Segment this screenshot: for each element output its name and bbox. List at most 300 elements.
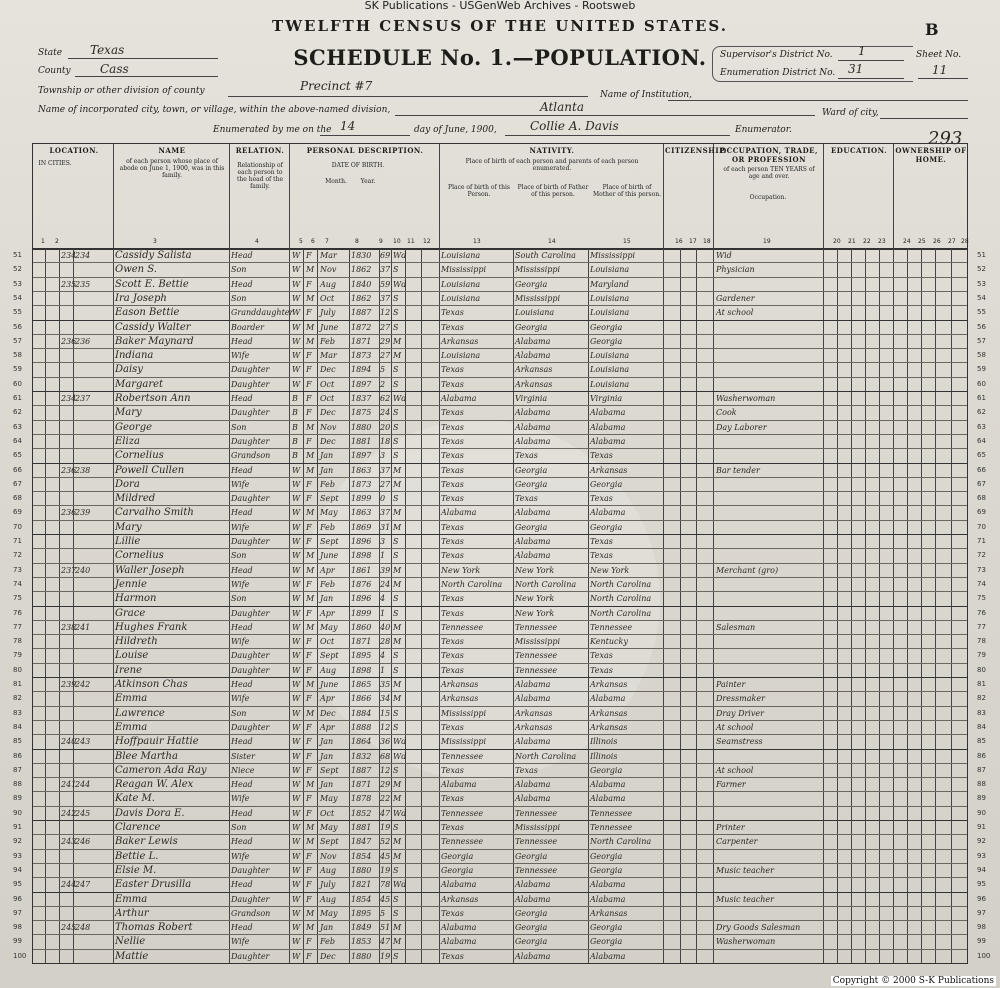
cell-month: May: [320, 622, 338, 632]
cell-year: 1863: [351, 508, 372, 518]
row-number-right: 74: [977, 579, 986, 588]
row-number-right: 98: [977, 923, 986, 932]
cell-sex: F: [306, 279, 312, 289]
row-number-right: 79: [977, 651, 986, 660]
cell-sex: M: [306, 680, 315, 689]
cell-birth: Texas: [441, 308, 464, 318]
cell-month: Oct: [320, 379, 335, 389]
cell-father: Georgia: [515, 522, 548, 532]
row-number-right: 60: [977, 379, 986, 388]
cell-dwelling: 234: [61, 251, 77, 260]
row-number-left: 96: [13, 894, 22, 903]
cell-year: 1871: [351, 780, 372, 790]
cell-status: S: [393, 651, 399, 661]
cell-age: 29: [380, 780, 391, 790]
cell-mother: Alabama: [590, 408, 626, 418]
row-number-right: 71: [977, 537, 986, 545]
cell-birth: Texas: [441, 322, 464, 332]
col-sep: [713, 144, 714, 249]
cell-status: S: [393, 594, 399, 604]
cell-dwelling: 243: [61, 837, 77, 847]
row-number-left: 75: [13, 594, 22, 603]
cell-name: Cassidy Salista: [115, 250, 192, 261]
cell-month: Sept: [320, 494, 339, 504]
cell-status: Wd: [393, 279, 407, 289]
cell-mother: Alabama: [590, 422, 626, 432]
cell-occupation: Music teacher: [716, 894, 774, 904]
cell-father: Tennessee: [515, 665, 558, 675]
row-number-right: 85: [977, 737, 986, 746]
row-number-left: 94: [13, 865, 22, 874]
cell-sex: F: [306, 494, 312, 504]
cell-year: 1881: [351, 436, 372, 446]
cell-birth: Tennessee: [441, 622, 484, 632]
cell-birth: Mississippi: [441, 737, 487, 747]
cell-name: Owen S.: [115, 264, 157, 276]
cell-year: 1871: [351, 336, 372, 346]
cell-year: 1854: [351, 894, 372, 904]
row-number-right: 86: [977, 751, 986, 760]
cell-birth: Texas: [441, 765, 464, 775]
cell-mother: Texas: [590, 551, 613, 561]
cell-age: 47: [380, 808, 391, 818]
row-number-right: 67: [977, 479, 986, 488]
cell-relation: Head: [231, 394, 253, 403]
row-number-left: 71: [13, 537, 22, 545]
row-number-right: 92: [977, 837, 986, 846]
cell-status: M: [393, 565, 402, 575]
cell-mother: Georgia: [590, 336, 623, 346]
cell-sex: F: [306, 865, 312, 875]
cell-status: M: [393, 479, 402, 489]
row-rule: [33, 677, 967, 678]
cell-sex: F: [306, 737, 312, 747]
row-number-left: 60: [13, 379, 22, 388]
row-number-right: 80: [977, 665, 986, 674]
cell-father: Alabama: [515, 336, 551, 346]
cell-month: Feb: [320, 937, 335, 947]
cell-mother: North Carolina: [590, 594, 652, 604]
cell-color: W: [292, 322, 301, 332]
cell-birth: Louisiana: [441, 279, 481, 289]
cell-relation: Wife: [231, 937, 250, 947]
cell-sex: F: [306, 665, 312, 675]
column-number: 27: [948, 238, 956, 245]
row-number-left: 76: [13, 608, 22, 617]
cell-status: Wd: [393, 251, 407, 260]
row-number-left: 83: [13, 708, 22, 717]
state-label: State: [38, 48, 63, 58]
cell-year: 1847: [351, 837, 372, 847]
cell-status: S: [393, 379, 399, 389]
row-rule: [33, 634, 967, 635]
row-number-right: 51: [977, 251, 986, 259]
cell-age: 69: [380, 251, 391, 260]
cell-year: 1865: [351, 680, 372, 689]
cell-month: May: [320, 908, 338, 918]
row-number-right: 58: [977, 351, 986, 360]
cell-family: 240: [75, 565, 91, 575]
row-rule: [33, 820, 967, 821]
row-number-left: 97: [13, 908, 22, 917]
cell-dwelling: 236: [61, 465, 77, 475]
cell-month: Apr: [320, 608, 335, 618]
row-rule: [33, 320, 967, 321]
cell-father: Alabama: [515, 794, 551, 804]
cell-mother: Louisiana: [590, 351, 630, 361]
row-number-right: 97: [977, 908, 986, 917]
ward-label: Ward of city,: [822, 108, 879, 118]
cell-status: Wd: [393, 880, 407, 890]
row-number-left: 88: [13, 780, 22, 789]
cell-year: 1873: [351, 351, 372, 361]
cell-month: Aug: [320, 665, 337, 675]
cell-age: 24: [380, 579, 391, 589]
cell-father: Mississippi: [515, 293, 561, 303]
cell-color: W: [292, 279, 301, 289]
row-number-left: 92: [13, 837, 22, 846]
cell-name: Emma: [115, 893, 148, 905]
cell-month: June: [320, 322, 339, 332]
cell-sex: F: [306, 894, 312, 904]
cell-name: Emma: [115, 693, 148, 705]
cell-sex: F: [306, 308, 312, 318]
row-number-right: 90: [977, 808, 986, 817]
cell-father: Louisiana: [515, 308, 555, 318]
cell-birth: Arkansas: [441, 336, 479, 346]
row-number-right: 87: [977, 765, 986, 774]
cell-relation: Head: [231, 737, 253, 747]
cell-dwelling: 241: [61, 780, 77, 790]
cell-color: B: [292, 451, 298, 461]
cell-age: 2: [380, 379, 386, 389]
cell-sex: M: [306, 908, 315, 918]
cell-age: 31: [380, 522, 391, 532]
cell-birth: New York: [441, 565, 481, 575]
cell-age: 37: [380, 293, 391, 303]
cell-year: 1821: [351, 880, 372, 890]
cell-family: 243: [75, 737, 91, 747]
cell-sex: F: [306, 522, 312, 532]
cell-family: 235: [75, 279, 91, 289]
cell-relation: Daughter: [231, 665, 270, 675]
cell-mother: Louisiana: [590, 293, 630, 303]
cell-name: Hoffpauir Hattie: [115, 736, 199, 748]
row-number-right: 77: [977, 622, 986, 631]
cell-color: W: [292, 680, 301, 689]
cell-family: 238: [75, 465, 91, 475]
cell-year: 1880: [351, 422, 372, 432]
cell-relation: Head: [231, 780, 253, 790]
enumerator-line: [505, 135, 730, 136]
cell-father: North Carolina: [515, 579, 577, 589]
cell-month: Aug: [320, 279, 337, 289]
row-rule: [33, 949, 967, 950]
year-heading: Year.: [360, 178, 376, 185]
cell-year: 1830: [351, 251, 372, 260]
cell-year: 1888: [351, 722, 372, 732]
row-rule: [33, 534, 967, 535]
cell-month: Mar: [320, 351, 337, 361]
county-line: [75, 76, 218, 77]
row-number-right: 84: [977, 722, 986, 731]
cell-year: 1862: [351, 293, 372, 303]
cell-occupation: Dray Driver: [716, 708, 764, 718]
cell-mother: Louisiana: [590, 308, 630, 318]
cell-month: Nov: [320, 265, 337, 275]
cell-year: 1871: [351, 637, 372, 647]
cell-month: Apr: [320, 722, 335, 732]
row-number-left: 87: [13, 765, 22, 774]
cell-relation: Daughter: [231, 365, 270, 375]
cell-year: 1860: [351, 622, 372, 632]
row-number-left: 89: [13, 794, 22, 803]
township-label: Township or other division of county: [38, 86, 205, 96]
cell-month: Aug: [320, 894, 337, 904]
cell-birth: Texas: [441, 494, 464, 504]
cell-age: 34: [380, 694, 391, 704]
cell-name: Margaret: [115, 378, 164, 390]
row-number-left: 65: [13, 451, 22, 460]
cell-occupation: Dressmaker: [716, 694, 765, 704]
row-rule: [33, 520, 967, 521]
sheet-value: 11: [932, 63, 948, 77]
sheet-label: Sheet No.: [916, 50, 962, 60]
cell-name: Nellie: [115, 936, 146, 948]
cell-birth: Alabama: [441, 937, 477, 947]
cell-month: Jan: [320, 923, 334, 933]
cell-dwelling: 242: [61, 808, 77, 818]
cell-sex: M: [306, 565, 315, 575]
cell-sex: F: [306, 765, 312, 775]
enumerator-label: Enumerator.: [735, 125, 792, 135]
cell-relation: Son: [231, 823, 247, 832]
cell-birth: Texas: [441, 794, 464, 804]
row-number-left: 81: [13, 680, 22, 688]
cell-birth: Texas: [441, 594, 464, 604]
row-rule: [33, 849, 967, 850]
cell-age: 40: [380, 622, 391, 632]
cell-dwelling: 235: [61, 279, 77, 289]
township-value: Precinct #7: [300, 79, 373, 93]
cell-name: Clarence: [115, 822, 161, 833]
cell-age: 27: [380, 351, 391, 361]
cell-year: 1897: [351, 379, 372, 389]
cell-father: Texas: [515, 494, 538, 504]
column-number: 21: [848, 238, 856, 245]
cell-color: B: [292, 436, 298, 446]
row-rule: [33, 563, 967, 564]
cell-name: Davis Dora E.: [115, 807, 185, 819]
cell-name: Louise: [115, 650, 149, 662]
cell-relation: Son: [231, 551, 247, 561]
cell-father: New York: [515, 608, 555, 618]
cell-relation: Son: [231, 594, 247, 604]
cell-age: 24: [380, 408, 391, 418]
cell-age: 22: [380, 794, 391, 804]
cell-name: Powell Cullen: [115, 464, 185, 476]
cell-mother: Louisiana: [590, 265, 630, 275]
cell-name: Hildreth: [115, 636, 158, 648]
cell-birth: Texas: [441, 722, 464, 732]
cell-age: 37: [380, 265, 391, 275]
cell-sex: M: [306, 837, 315, 847]
cell-year: 1894: [351, 365, 372, 375]
cell-birth: Arkansas: [441, 894, 479, 904]
row-number-left: 98: [13, 923, 22, 932]
column-number: 26: [933, 238, 941, 245]
cell-status: S: [393, 722, 399, 732]
cell-name: Easter Drusilla: [115, 879, 192, 891]
cell-birth: Texas: [441, 951, 464, 961]
cell-month: Oct: [320, 808, 335, 818]
cell-birth: Arkansas: [441, 680, 479, 689]
cell-color: W: [292, 365, 301, 375]
cell-month: July: [320, 880, 336, 890]
cell-relation: Head: [231, 880, 253, 890]
cell-mother: Arkansas: [590, 680, 628, 689]
cell-mother: Georgia: [590, 937, 623, 947]
cell-dwelling: 236: [61, 336, 77, 346]
row-number-right: 81: [977, 680, 986, 688]
cell-age: 4: [380, 651, 386, 661]
cell-mother: Alabama: [590, 780, 626, 790]
cell-age: 5: [380, 365, 386, 375]
cell-birth: Arkansas: [441, 694, 479, 704]
column-number: 17: [689, 238, 697, 245]
cell-father: Virginia: [515, 394, 548, 403]
cell-month: Dec: [320, 408, 336, 418]
cell-occupation: Physician: [716, 265, 755, 275]
cell-color: W: [292, 851, 301, 861]
cell-status: S: [393, 537, 399, 546]
cell-year: 1869: [351, 522, 372, 532]
cell-age: 0: [380, 494, 386, 504]
cell-color: W: [292, 251, 301, 260]
cell-age: 3: [380, 537, 386, 546]
cell-name: Arthur: [115, 907, 149, 919]
cell-father: Georgia: [515, 908, 548, 918]
cell-occupation: Printer: [716, 823, 745, 832]
cell-status: Wd: [393, 394, 407, 403]
cell-color: W: [292, 265, 301, 275]
cell-father: Alabama: [515, 408, 551, 418]
cell-year: 1898: [351, 551, 372, 561]
cell-dwelling: 236: [61, 508, 77, 518]
cell-sex: F: [306, 808, 312, 818]
cell-color: W: [292, 780, 301, 790]
cell-age: 15: [380, 708, 391, 718]
cell-father: New York: [515, 565, 555, 575]
row-number-right: 76: [977, 608, 986, 617]
cell-month: July: [320, 308, 336, 318]
copyright-notice: Copyright © 2000 S-K Publications: [832, 976, 994, 986]
cell-sex: M: [306, 451, 315, 461]
row-rule: [33, 791, 967, 792]
cell-year: 1832: [351, 751, 372, 761]
cell-month: Dec: [320, 436, 336, 446]
cell-relation: Head: [231, 279, 253, 289]
row-number-left: 79: [13, 651, 22, 660]
cell-color: W: [292, 293, 301, 303]
cell-birth: Louisiana: [441, 293, 481, 303]
cell-mother: Tennessee: [590, 622, 633, 632]
cell-year: 1884: [351, 708, 372, 718]
cell-mother: Alabama: [590, 880, 626, 890]
row-number-right: 68: [977, 494, 986, 503]
cell-status: M: [393, 351, 402, 361]
cell-name: Baker Maynard: [115, 335, 194, 347]
row-number-right: 91: [977, 823, 986, 831]
cell-status: S: [393, 408, 399, 418]
cell-name: Jennie: [115, 578, 147, 590]
row-number-left: 55: [13, 308, 22, 317]
row-number-right: 52: [977, 265, 986, 274]
cell-mother: Alabama: [590, 894, 626, 904]
cell-birth: Texas: [441, 637, 464, 647]
column-number: 23: [878, 238, 886, 245]
cell-family: 239: [75, 508, 91, 518]
cell-relation: Head: [231, 251, 253, 260]
row-number-right: 78: [977, 637, 986, 646]
cell-relation: Wife: [231, 637, 250, 647]
cell-color: W: [292, 908, 301, 918]
cell-year: 1897: [351, 451, 372, 461]
row-number-right: 65: [977, 451, 986, 460]
row-number-right: 55: [977, 308, 986, 317]
cell-status: S: [393, 265, 399, 275]
cell-age: 19: [380, 865, 391, 875]
cell-status: M: [393, 579, 402, 589]
cell-month: May: [320, 508, 338, 518]
cell-relation: Head: [231, 622, 253, 632]
cell-name: Cornelius: [115, 550, 164, 562]
cell-month: Oct: [320, 637, 335, 647]
cell-age: 36: [380, 737, 391, 747]
cell-year: 1863: [351, 465, 372, 475]
cell-mother: Louisiana: [590, 365, 630, 375]
row-rule: [33, 777, 967, 778]
cell-birth: Texas: [441, 651, 464, 661]
cell-color: W: [292, 823, 301, 832]
relation-description: Relationship of each person to the head of the family.: [236, 162, 284, 190]
cell-year: 1840: [351, 279, 372, 289]
cell-color: W: [292, 637, 301, 647]
cell-relation: Daughter: [231, 436, 270, 446]
cell-name: Dora: [115, 478, 140, 490]
row-rule: [33, 305, 967, 306]
cell-color: W: [292, 937, 301, 947]
cell-sex: F: [306, 365, 312, 375]
cell-year: 1898: [351, 665, 372, 675]
cell-family: 246: [75, 837, 91, 847]
row-number-left: 58: [13, 351, 22, 360]
cell-status: S: [393, 308, 399, 318]
cell-color: W: [292, 479, 301, 489]
cell-occupation: Cook: [716, 408, 737, 418]
cell-relation: Daughter: [231, 722, 270, 732]
row-number-right: 63: [977, 422, 986, 431]
cell-color: W: [292, 579, 301, 589]
cell-status: S: [393, 293, 399, 303]
cell-age: 59: [380, 279, 391, 289]
occupation-description: of each person TEN YEARS of age and over.: [723, 166, 815, 180]
cell-birth: Texas: [441, 422, 464, 432]
cell-color: W: [292, 737, 301, 747]
state-value: Texas: [90, 43, 125, 57]
enumeration-label: Enumeration District No.: [720, 68, 836, 78]
cell-birth: Texas: [441, 537, 464, 546]
